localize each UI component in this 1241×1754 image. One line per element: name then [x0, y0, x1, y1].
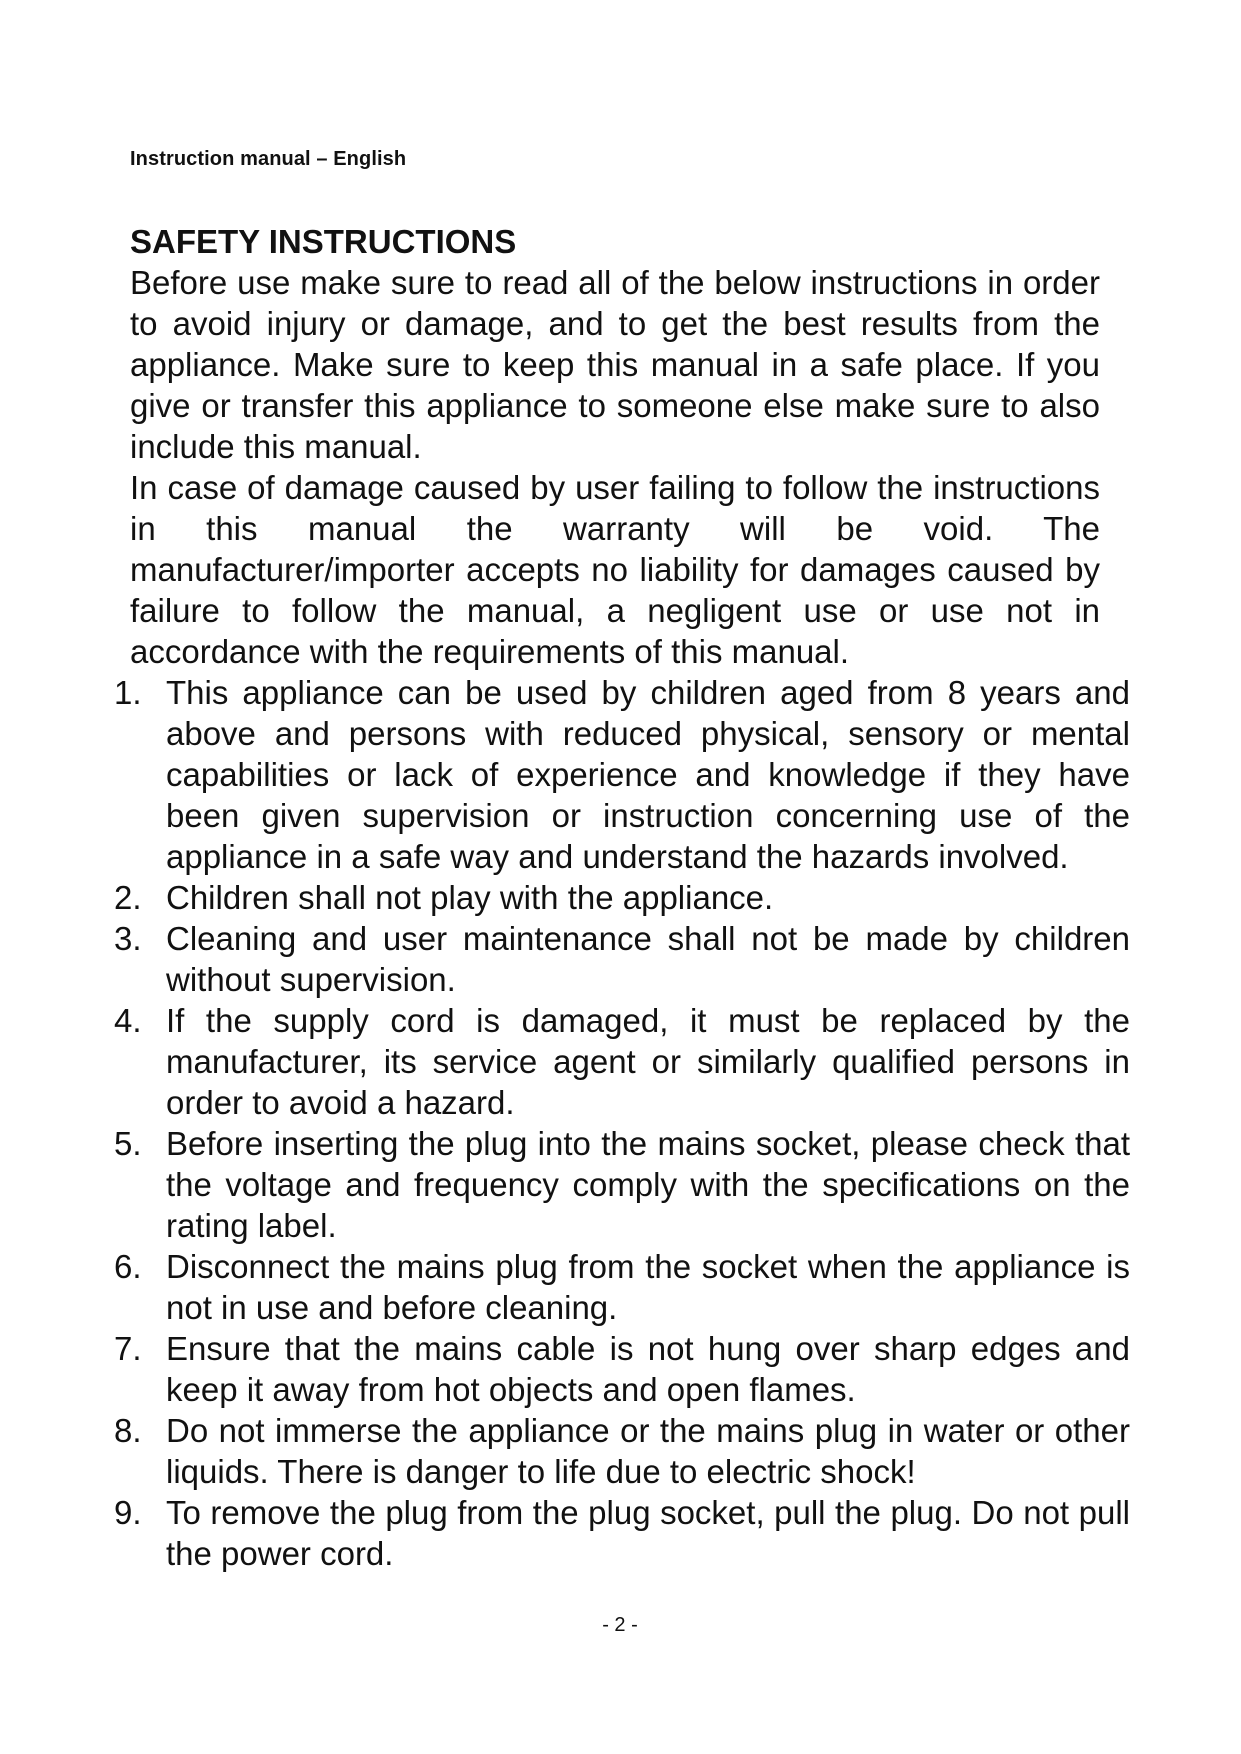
safety-instruction-item [114, 672, 1130, 877]
item-number: 3. [114, 920, 142, 957]
item-text: To remove the plug from the plug socket, pull the plug. Do not pull the power cord. [166, 1494, 1130, 1572]
item-number: 1. [114, 674, 142, 711]
item-text: Do not immerse the appliance or the mains plug in water or other liquids. There is danger to life due to electric shock! [166, 1412, 1130, 1490]
page-number: - 2 - [602, 1614, 638, 1636]
item-text: Before inserting the plug into the mains socket, please check that the voltage and frequency comply with the specifications on the rating label. [166, 1125, 1130, 1244]
item-number: 5. [114, 1125, 142, 1162]
intro-paragraph-warranty: In case of damage caused by user failing to follow the instructions in this manual the warranty will be void. The manufacturer/importer accepts no liability for damages caused by failure to follow the manual, a negligent use or use not in accordance with the requirements of this manual. [130, 469, 1100, 670]
safety-instruction-item [114, 918, 1130, 1000]
safety-instruction-item [114, 1246, 1130, 1328]
safety-instruction-item [114, 1000, 1130, 1123]
item-number: 4. [114, 1002, 142, 1039]
safety-instruction-item [114, 1328, 1130, 1410]
safety-instruction-item [114, 1492, 1130, 1574]
item-text: Cleaning and user maintenance shall not be made by children without supervision. [166, 920, 1130, 998]
item-number: 7. [114, 1330, 142, 1367]
safety-instruction-item [114, 1123, 1130, 1246]
intro-paragraph-read-instructions: Before use make sure to read all of the below instructions in order to avoid injury or damage, and to get the best results from the appliance. Make sure to keep this manual in a safe place. If you give or transfer this appliance to someone else make sure to also include this manual. [130, 264, 1100, 465]
safety-instruction-item [114, 877, 1130, 918]
item-text: Disconnect the mains plug from the socket when the appliance is not in use and before cleaning. [166, 1248, 1130, 1326]
manual-language-header: Instruction manual – English [130, 148, 407, 170]
safety-instruction-list [114, 672, 1130, 1574]
item-number: 9. [114, 1494, 142, 1531]
item-number: 2. [114, 879, 142, 916]
item-text: If the supply cord is damaged, it must be replaced by the manufacturer, its service agent or similarly qualified persons in order to avoid a hazard. [166, 1002, 1130, 1121]
safety-instructions-section [114, 222, 1130, 1574]
item-number: 8. [114, 1412, 142, 1449]
safety-instruction-item [114, 1410, 1130, 1492]
item-text: Ensure that the mains cable is not hung over sharp edges and keep it away from hot objects and open flames. [166, 1330, 1130, 1408]
section-title: SAFETY INSTRUCTIONS [130, 223, 517, 260]
item-number: 6. [114, 1248, 142, 1285]
item-text: Children shall not play with the appliance. [166, 879, 774, 916]
item-text: This appliance can be used by children aged from 8 years and above and persons with reduced physical, sensory or mental capabilities or lack of experience and knowledge if they have been given supervision or instruction concerning use of the appliance in a safe way and understand the hazards involved. [166, 674, 1130, 875]
